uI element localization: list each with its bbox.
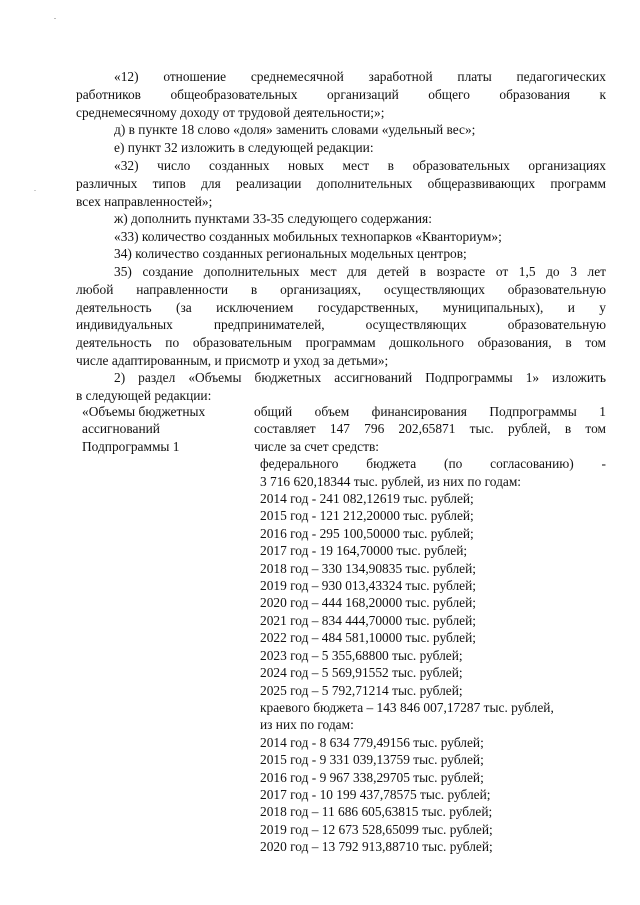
text-line: среднемесячному доходу от трудовой деятельности;»; <box>76 104 385 120</box>
text-line: из них по годам: <box>260 717 354 733</box>
text-line: Подпрограммы 1 <box>82 438 180 454</box>
year-row: 2021 год – 834 444,70000 тыс. рублей; <box>260 612 477 628</box>
text-line: в следующей редакции: <box>76 387 212 403</box>
text-line: числе адаптированным, и присмотр и уход за детьми»; <box>76 352 389 368</box>
text-line: «33) количество созданных мобильных технопарков «Кванториум»; <box>114 229 502 244</box>
text-line: д) в пункте 18 слово «доля» заменить словами «удельный вес»; <box>114 122 476 137</box>
year-row: 2025 год – 5 792,71214 тыс. рублей; <box>260 682 463 698</box>
text-line: е) пункт 32 изложить в следующей редакции: <box>114 140 374 155</box>
year-row: 2015 год - 9 331 039,13759 тыс. рублей; <box>260 752 484 768</box>
scan-mark <box>54 18 56 19</box>
paragraph-item-e <box>76 139 606 157</box>
year-row: 2022 год – 484 581,10000 тыс. рублей; <box>260 630 477 646</box>
paragraph-item-zh <box>76 210 606 228</box>
text-line: деятельность (за исключением государственных, муниципальных), и у <box>76 299 606 315</box>
year-row: 2015 год - 121 212,20000 тыс. рублей; <box>260 508 474 524</box>
year-row: 2018 год – 11 686 605,63815 тыс. рублей; <box>260 804 493 820</box>
text-line: 3 716 620,18344 тыс. рублей, из них по годам: <box>260 473 522 489</box>
text-line: работников общеобразовательных организаций общего образования к <box>76 86 606 102</box>
year-row: 2017 год - 19 164,70000 тыс. рублей; <box>260 543 468 559</box>
text-line: федерального бюджета (по согласованию) - <box>260 456 606 472</box>
text-line: краевого бюджета – 143 846 007,17287 тыс. рублей, <box>260 699 554 715</box>
text-line: деятельность по образовательным программам дошкольного образования, в том <box>76 335 606 351</box>
paragraph-indicator-34 <box>76 245 606 263</box>
text-line: различных типов для реализации дополнительных общеразвивающих программ <box>76 175 606 191</box>
text-line: ассигнований <box>82 421 160 437</box>
year-row: 2024 год – 5 569,91552 тыс. рублей; <box>260 665 463 681</box>
paragraph-indicator-32 <box>76 157 606 210</box>
text-line: 2) раздел «Объемы бюджетных ассигнований Подпрограммы 1» изложить <box>114 370 606 385</box>
text-line: 35) создание дополнительных мест для детей в возрасте от 1,5 до 3 лет <box>114 264 606 279</box>
regional-budget-block <box>254 699 606 856</box>
text-line: индивидуальных предпринимателей, осуществляющих образовательную <box>76 317 606 333</box>
year-row: 2020 год – 444 168,20000 тыс. рублей; <box>260 595 477 611</box>
table-label-cell <box>76 403 236 455</box>
year-row: 2016 год - 295 100,50000 тыс. рублей; <box>260 525 474 541</box>
year-row: 2016 год - 9 967 338,29705 тыс. рублей; <box>260 769 484 785</box>
paragraph-indicator-35 <box>76 263 606 370</box>
total-financing <box>254 403 606 455</box>
paragraph-indicator-33 <box>76 228 606 246</box>
paragraph-section-2 <box>76 369 606 405</box>
year-row: 2017 год - 10 199 437,78575 тыс. рублей; <box>260 786 491 802</box>
year-row: 2014 год - 8 634 779,49156 тыс. рублей; <box>260 734 484 750</box>
federal-budget-block <box>254 455 606 699</box>
text-line: всех направленностей»; <box>76 193 213 209</box>
text-line: общий объем финансирования Подпрограммы 1 <box>254 404 606 419</box>
text-line: любой направленности в организациях, осуществляющих образовательную <box>76 281 606 297</box>
text-line: «32) число созданных новых мест в образовательных организациях <box>114 158 606 173</box>
paragraph-item-d <box>76 121 606 139</box>
text-line: ж) дополнить пунктами 33-35 следующего содержания: <box>114 211 432 226</box>
year-row: 2014 год - 241 082,12619 тыс. рублей; <box>260 491 474 507</box>
year-row: 2020 год – 13 792 913,88710 тыс. рублей; <box>260 839 493 855</box>
text-line: «12) отношение среднемесячной заработной платы педагогических <box>114 69 606 84</box>
year-row: 2019 год – 930 013,43324 тыс. рублей; <box>260 578 477 594</box>
text-line: составляет 147 796 202,65871 тыс. рублей, в том <box>254 421 606 437</box>
text-line: 34) количество созданных региональных модельных центров; <box>114 246 467 261</box>
paragraph-indicator-12 <box>76 68 606 121</box>
year-row: 2023 год – 5 355,68800 тыс. рублей; <box>260 647 463 663</box>
text-line: «Объемы бюджетных <box>82 404 206 419</box>
scan-mark <box>34 190 36 191</box>
text-line: числе за счет средств: <box>254 438 380 454</box>
table-value-cell <box>254 403 606 856</box>
year-row: 2018 год – 330 134,90835 тыс. рублей; <box>260 560 477 576</box>
year-row: 2019 год – 12 673 528,65099 тыс. рублей; <box>260 821 493 837</box>
